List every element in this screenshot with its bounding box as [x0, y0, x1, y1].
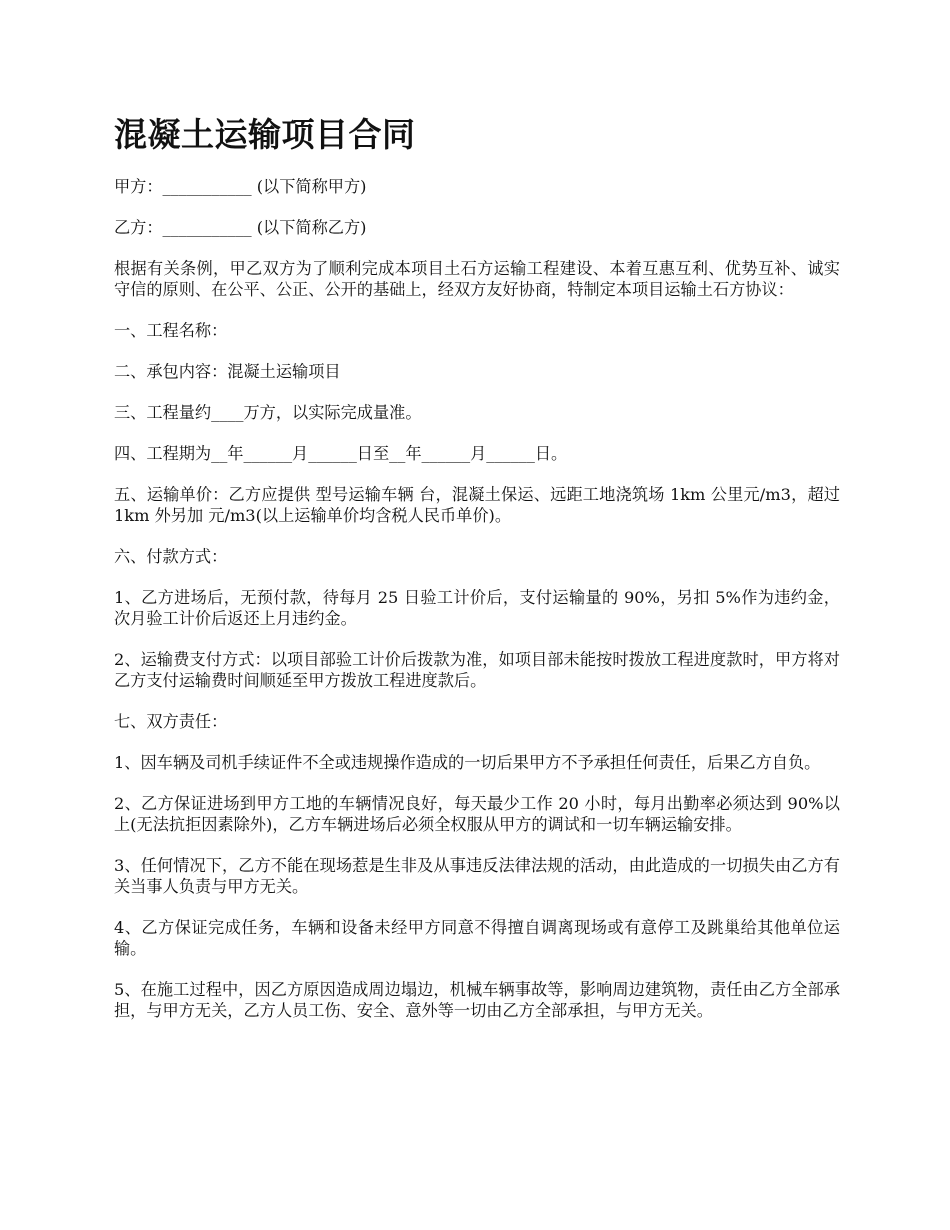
responsibility-clause-5: 5、在施工过程中，因乙方原因造成周边塌边，机械车辆事故等，影响周边建筑物，责任由乙方全部承担，与甲方无关，乙方人员工伤、安全、意外等一切由乙方全部承担，与甲方无关。 — [114, 980, 840, 1020]
responsibility-clause-1: 1、因车辆及司机手续证件不全或违规操作造成的一切后果甲方不予承担任何责任，后果乙方自负。 — [114, 753, 821, 772]
preamble-paragraph: 根据有关条例，甲乙双方为了顺利完成本项目土石方运输工程建设、本着互惠互利、优势互补、诚实守信的原则、在公平、公正、公开的基础上，经双方友好协商，特制定本项目运输土石方协议： — [114, 259, 840, 299]
section-3-quantity: 三、工程量约____万方，以实际完成量准。 — [114, 403, 422, 422]
responsibility-clause-2: 2、乙方保证进场到甲方工地的车辆情况良好，每天最少工作 20 小时，每月出勤率必须达到 90%以上(无法抗拒因素除外)，乙方车辆进场后必须全权服从甲方的调试和一切车辆运输安排。 — [114, 794, 840, 834]
section-6-payment-heading: 六、付款方式： — [114, 547, 228, 566]
document-title: 混凝土运输项目合同 — [114, 115, 416, 154]
party-a-line: 甲方：___________ (以下简称甲方) — [114, 177, 367, 196]
responsibility-clause-3: 3、任何情况下，乙方不能在现场惹是生非及从事违反法律法规的活动，由此造成的一切损失由乙方有关当事人负责与甲方无关。 — [114, 856, 840, 896]
section-2-contract-content: 二、承包内容：混凝土运输项目 — [114, 362, 341, 381]
section-1-project-name: 一、工程名称： — [114, 321, 228, 340]
payment-clause-1: 1、乙方进场后，无预付款，待每月 25 日验工计价后，支付运输量的 90%，另扣 5%作为违约金，次月验工计价后返还上月违约金。 — [114, 588, 840, 628]
section-7-responsibility-heading: 七、双方责任： — [114, 712, 228, 731]
payment-clause-2: 2、运输费支付方式：以项目部验工计价后拨款为准，如项目部未能按时拨放工程进度款时，甲方将对乙方支付运输费时间顺延至甲方拨放工程进度款后。 — [114, 650, 840, 690]
responsibility-clause-4: 4、乙方保证完成任务，车辆和设备未经甲方同意不得擅自调离现场或有意停工及跳巢给其他单位运输。 — [114, 918, 840, 958]
section-5-unit-price: 五、运输单价：乙方应提供 型号运输车辆 台，混凝土保运、远距工地浇筑场 1km 公里元/m3，超过 1km 外另加 元/m3(以上运输单价均含税人民币单价)。 — [114, 485, 840, 525]
document-page — [114, 112, 840, 1041]
party-b-line: 乙方：___________ (以下简称乙方) — [114, 218, 367, 237]
section-4-period: 四、工程期为__年______月______日至__年______月______日。 — [114, 444, 568, 463]
